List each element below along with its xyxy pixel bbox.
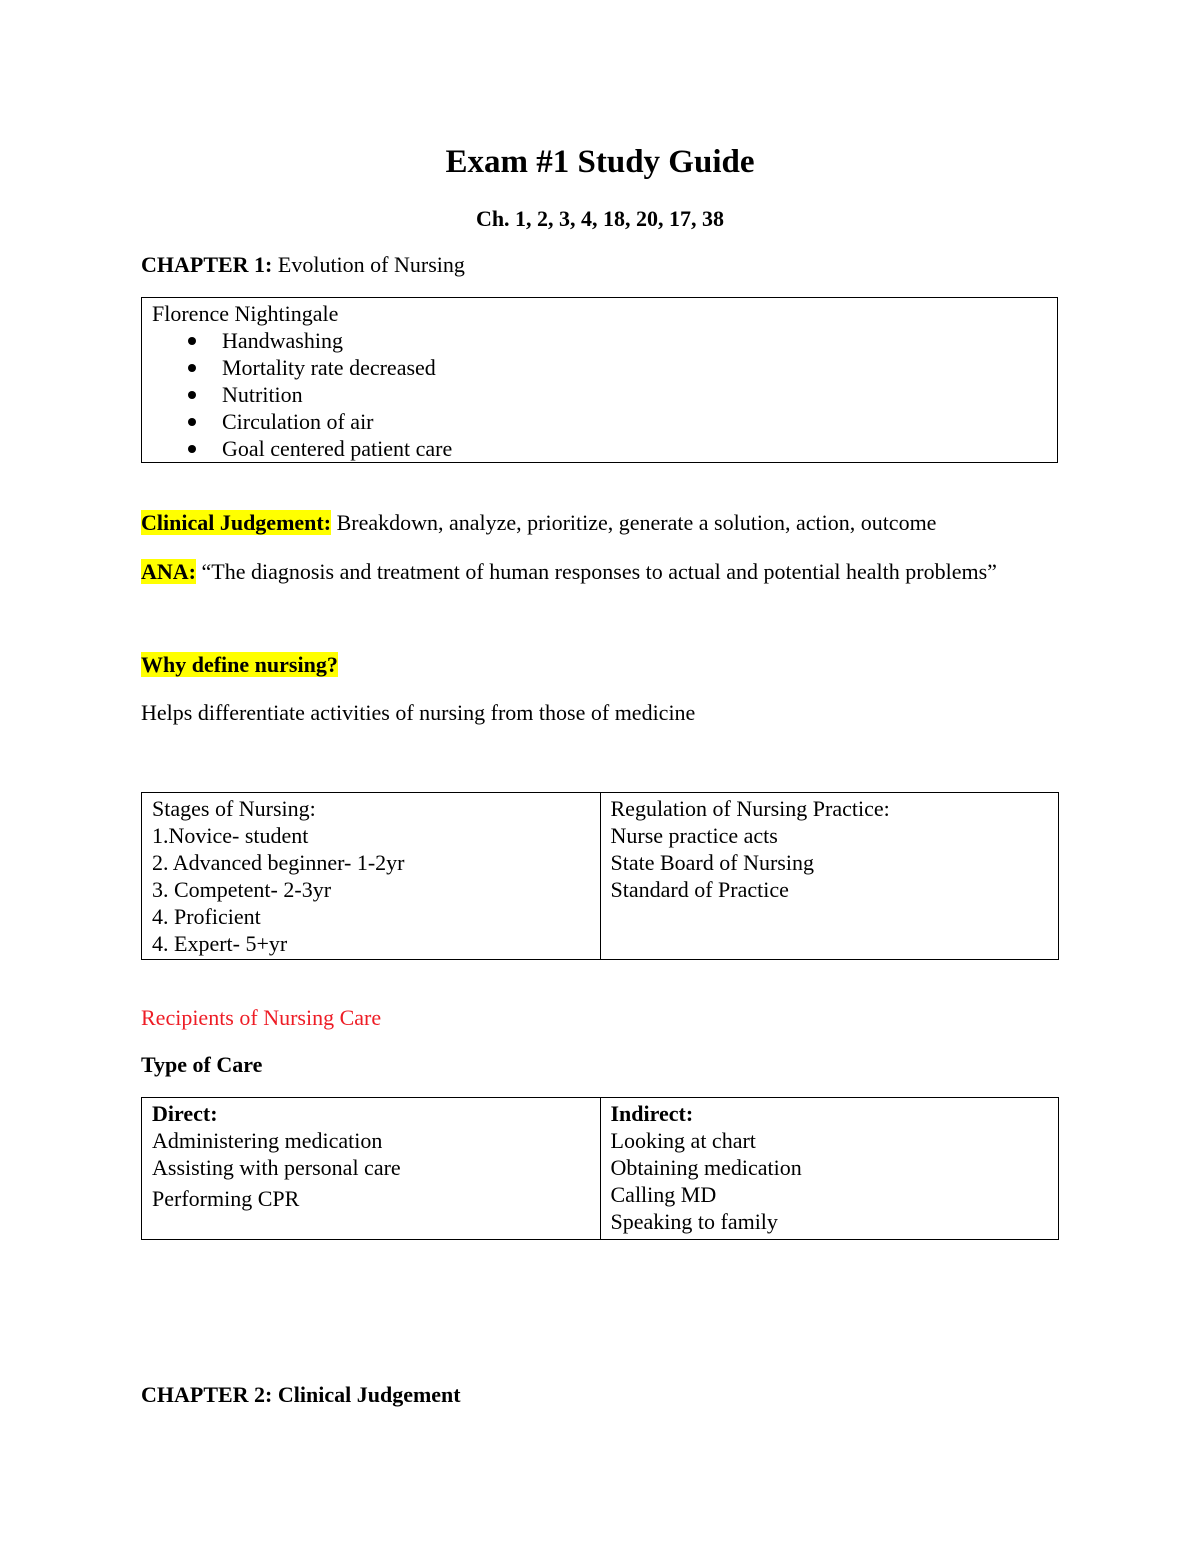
chapter-1-name: Evolution of Nursing — [272, 252, 465, 277]
direct-heading: Direct: — [152, 1101, 218, 1126]
type-of-care-table — [141, 1097, 1059, 1240]
stages-regulation-table — [141, 792, 1059, 960]
table-row — [142, 1098, 1059, 1240]
list-item: Calling MD — [610, 1182, 717, 1207]
list-item: 4. Expert- 5+yr — [152, 931, 288, 956]
list-item: Assisting with personal care — [152, 1155, 401, 1180]
list-item: Obtaining medication — [610, 1155, 802, 1180]
ana-definition — [141, 558, 997, 585]
chapter-2-name: Clinical Judgement — [272, 1382, 461, 1407]
page-title: Exam #1 Study Guide — [445, 144, 755, 180]
list-item: Performing CPR — [152, 1186, 300, 1211]
recipients-heading: Recipients of Nursing Care — [141, 1005, 382, 1030]
list-item: 2. Advanced beginner- 1-2yr — [152, 850, 405, 875]
list-item: State Board of Nursing — [610, 850, 814, 875]
list-item: Administering medication — [152, 1128, 383, 1153]
list-item: 3. Competent- 2-3yr — [152, 877, 332, 902]
list-item: Looking at chart — [610, 1128, 756, 1153]
list-item: Handwashing — [152, 327, 1047, 354]
regulation-cell — [600, 793, 1059, 960]
chapter-2-heading — [141, 1381, 461, 1408]
ana-label: ANA: — [141, 559, 196, 584]
list-item: Nutrition — [152, 381, 1047, 408]
regulation-heading: Regulation of Nursing Practice: — [610, 796, 890, 821]
direct-cell — [142, 1098, 601, 1240]
why-define-heading: Why define nursing? — [141, 652, 338, 677]
clinical-judgement-text: Breakdown, analyze, prioritize, generate a solution, action, outcome — [331, 510, 937, 535]
nightingale-box — [141, 297, 1058, 463]
list-item: 4. Proficient — [152, 904, 261, 929]
indirect-cell — [600, 1098, 1059, 1240]
list-item: Speaking to family — [610, 1209, 778, 1234]
list-item: Goal centered patient care — [152, 435, 1047, 462]
ana-text: “The diagnosis and treatment of human responses to actual and potential health problems” — [196, 559, 997, 584]
indirect-heading: Indirect: — [610, 1101, 694, 1126]
nightingale-heading: Florence Nightingale — [152, 301, 339, 326]
list-item: Mortality rate decreased — [152, 354, 1047, 381]
list-item: Standard of Practice — [610, 877, 789, 902]
chapter-1-label: CHAPTER 1: — [141, 252, 273, 277]
list-item: Circulation of air — [152, 408, 1047, 435]
nightingale-list — [152, 327, 1047, 462]
list-item: 1.Novice- student — [152, 823, 309, 848]
chapter-1-heading — [141, 251, 465, 278]
stages-cell — [142, 793, 601, 960]
table-row — [142, 793, 1059, 960]
stages-heading: Stages of Nursing: — [152, 796, 316, 821]
chapter-2-label: CHAPTER 2: — [141, 1382, 273, 1407]
list-item: Nurse practice acts — [610, 823, 778, 848]
type-of-care-heading: Type of Care — [141, 1052, 263, 1077]
clinical-judgement-label: Clinical Judgement: — [141, 510, 332, 535]
why-define-answer: Helps differentiate activities of nursing from those of medicine — [141, 700, 696, 725]
clinical-judgement-definition — [141, 509, 936, 536]
chapter-list: Ch. 1, 2, 3, 4, 18, 20, 17, 38 — [475, 206, 725, 231]
